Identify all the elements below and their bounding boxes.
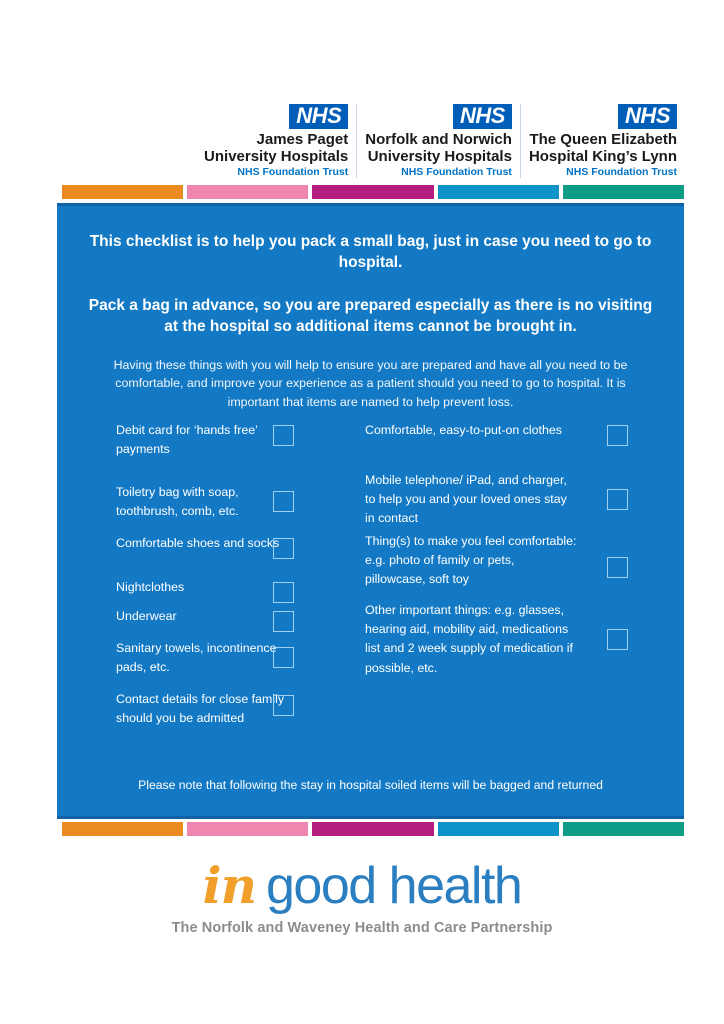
trust-name-line1: The Queen Elizabeth	[529, 131, 677, 149]
colour-bar-segment-4	[438, 822, 559, 836]
checklist-item-label: Thing(s) to make you feel comfortable: e.g. photo of family or pets, pillowcase, soft toy	[365, 534, 577, 587]
checklist-checkbox[interactable]	[607, 557, 628, 578]
checklist-checkbox[interactable]	[273, 491, 294, 512]
brand-italic-word: in	[202, 856, 257, 915]
checklist-item[interactable]	[116, 483, 291, 521]
checklist-checkbox[interactable]	[273, 582, 294, 603]
colour-bar-segment-1	[62, 822, 183, 836]
checklist-item-label: Toiletry bag with soap, toothbrush, comb, etc.	[116, 485, 239, 519]
checklist-checkbox[interactable]	[607, 425, 628, 446]
checklist-item[interactable]	[365, 421, 577, 440]
colour-bar-segment-1	[62, 185, 183, 199]
checklist-checkbox[interactable]	[273, 611, 294, 632]
checklist-item[interactable]	[365, 601, 577, 678]
colour-bar-segment-5	[563, 822, 684, 836]
checklist-panel	[57, 203, 684, 819]
checklist-item-label: Underwear	[116, 609, 177, 623]
checklist-item[interactable]	[116, 639, 291, 677]
trust-name-line1: Norfolk and Norwich	[365, 131, 512, 149]
checklist-item-label: Sanitary towels, incontinence pads, etc.	[116, 641, 277, 675]
trust-subtitle: NHS Foundation Trust	[237, 165, 349, 178]
checklist-item[interactable]	[116, 578, 291, 597]
trust-subtitle: NHS Foundation Trust	[566, 165, 677, 178]
colour-bar-bottom	[62, 822, 684, 836]
checklist-item-label: Contact details for close family should you be admitted	[116, 692, 285, 726]
brand-logo	[0, 856, 724, 936]
checklist-item[interactable]	[365, 532, 577, 590]
checklist-item[interactable]	[116, 421, 291, 459]
checklist-item-label: Other important things: e.g. glasses, hearing aid, mobility aid, medications list and 2 week supply of medication if possible, etc.	[365, 603, 573, 675]
colour-bar-segment-5	[563, 185, 684, 199]
trust-name-line2: Hospital King’s Lynn	[528, 148, 677, 166]
panel-intro-text: Having these things with you will help to ensure you are prepared and have all you need to be comfortable, and improve your experience as a patient should you need to go to hospital. It is important that items are named to help prevent loss.	[113, 357, 628, 409]
checklist-item[interactable]	[116, 607, 291, 626]
checklist-item[interactable]	[116, 534, 291, 553]
colour-bar-segment-4	[438, 185, 559, 199]
trust-logo-norfolk-norwich	[356, 104, 520, 178]
trust-name-line1: James Paget	[256, 131, 349, 149]
checklist-item-label: Comfortable shoes and socks	[116, 536, 280, 550]
colour-bar-segment-2	[187, 185, 308, 199]
trust-logo-queen-elizabeth	[520, 104, 685, 178]
checklist-checkbox[interactable]	[273, 538, 294, 559]
colour-bar-top	[62, 185, 684, 199]
checklist-checkbox[interactable]	[607, 629, 628, 650]
trust-name-line2: University Hospitals	[204, 148, 349, 166]
nhs-trust-logos	[57, 96, 685, 178]
trust-subtitle: NHS Foundation Trust	[401, 165, 512, 178]
colour-bar-segment-3	[312, 185, 433, 199]
checklist-item-label: Comfortable, easy-to-put-on clothes	[365, 423, 562, 437]
colour-bar-segment-2	[187, 822, 308, 836]
brand-subtitle: The Norfolk and Waveney Health and Care Partnership	[171, 920, 553, 936]
brand-main-word: good health	[266, 857, 522, 915]
checklist-checkbox[interactable]	[273, 425, 294, 446]
checklist-item-label: Debit card for ‘hands free’ payments	[116, 423, 258, 457]
checklist-item-label: Nightclothes	[116, 580, 185, 594]
panel-footnote: Please note that following the stay in hospital soiled items will be bagged and returned	[138, 778, 603, 792]
panel-headline-secondary: Pack a bag in advance, so you are prepared especially as there is no visiting at the hospital so additional items cannot be brought in.	[88, 296, 653, 335]
panel-headline: This checklist is to help you pack a small bag, just in case you need to go to hospital.	[89, 233, 652, 271]
checklist-checkbox[interactable]	[607, 489, 628, 510]
nhs-logo-icon: NHS	[289, 104, 348, 129]
colour-bar-segment-3	[312, 822, 433, 836]
trust-name-line2: University Hospitals	[367, 148, 512, 166]
nhs-logo-icon: NHS	[618, 104, 677, 129]
checklist-checkbox[interactable]	[273, 647, 294, 668]
brand-wordmark	[0, 856, 724, 916]
checklist-item-label: Mobile telephone/ iPad, and charger, to help you and your loved ones stay in contact	[365, 473, 567, 526]
trust-logo-james-paget	[196, 104, 356, 178]
checklist-item[interactable]	[116, 690, 291, 728]
nhs-logo-icon: NHS	[453, 104, 512, 129]
checklist-checkbox[interactable]	[273, 695, 294, 716]
checklist-item[interactable]	[365, 471, 577, 529]
